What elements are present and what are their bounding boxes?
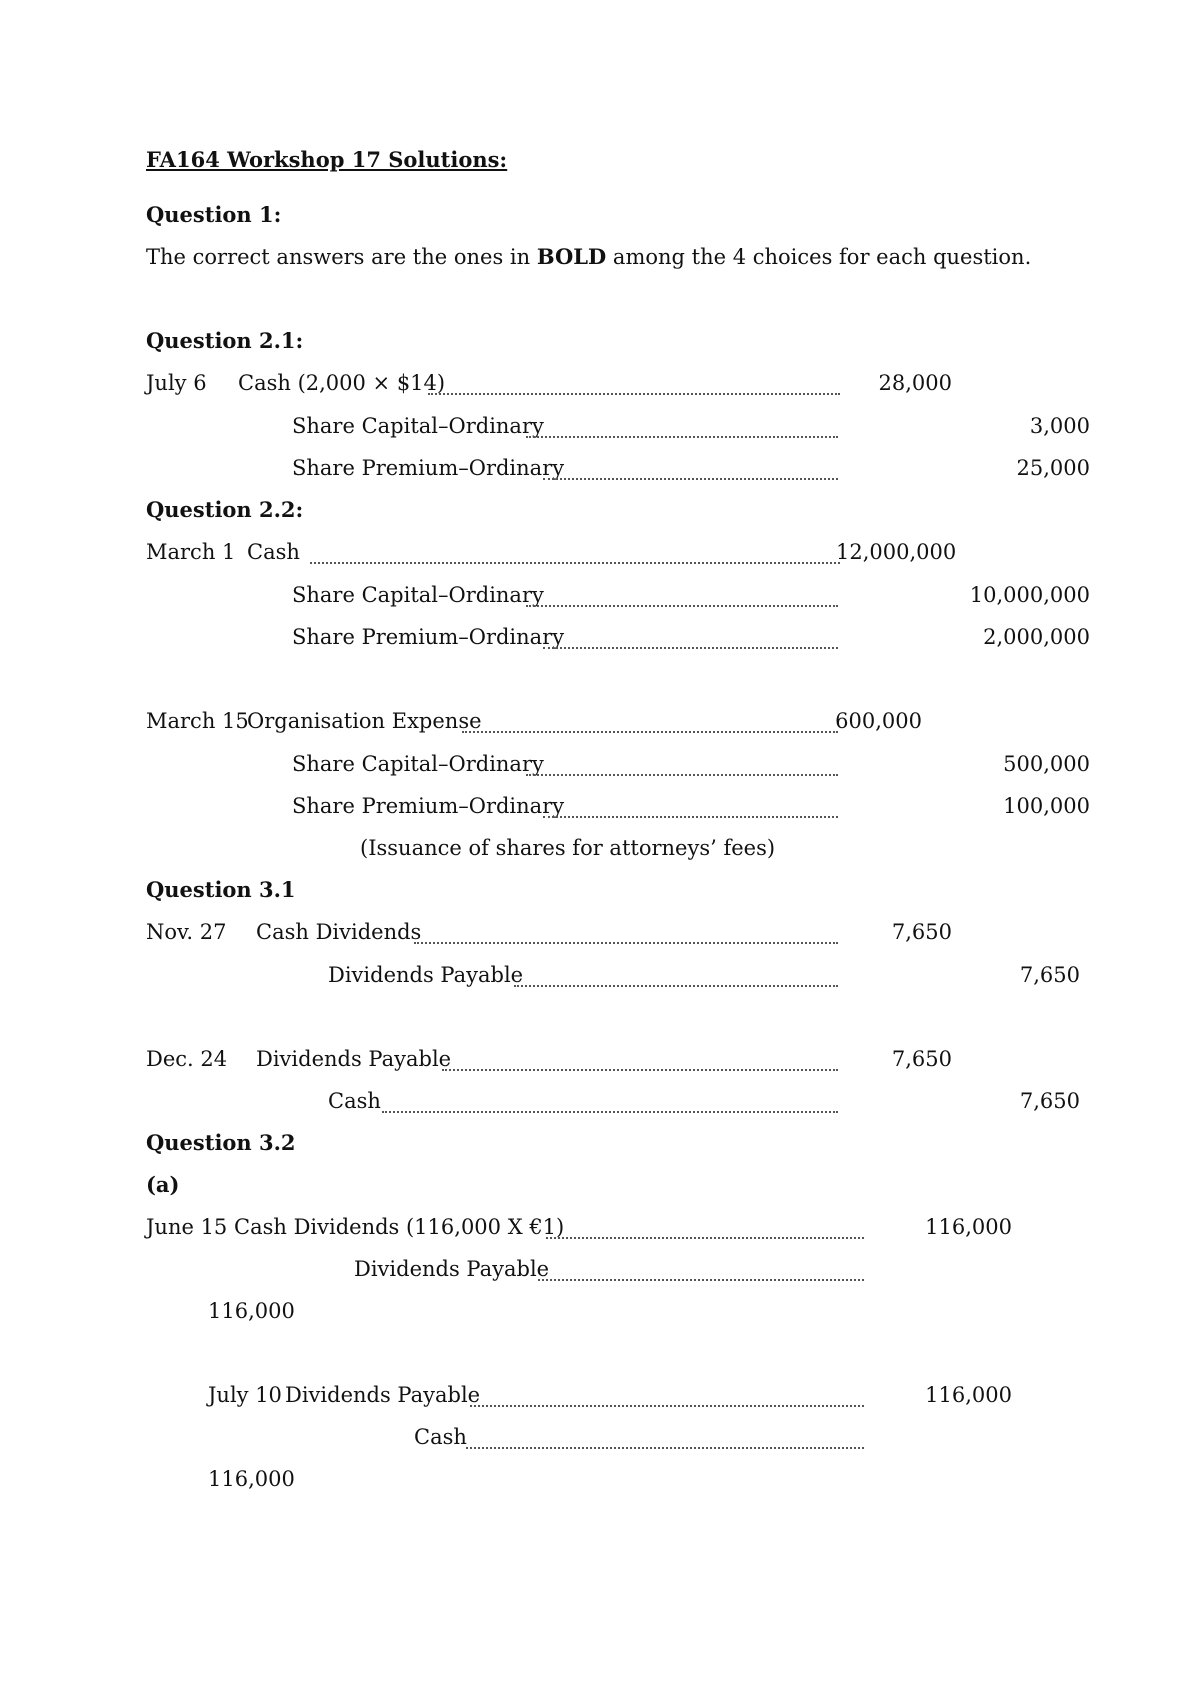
credit-amount: 100,000 — [1003, 794, 1090, 818]
dot-leader — [466, 1427, 864, 1449]
credit-amount: 116,000 — [208, 1299, 295, 1323]
q1-text-part: The correct answers are the ones in — [146, 245, 537, 269]
debit-account: Organisation Expense — [247, 709, 482, 733]
credit-account: Share Capital–Ordinary — [292, 414, 544, 438]
credit-account: Share Capital–Ordinary — [292, 752, 544, 776]
credit-amount: 25,000 — [1016, 456, 1090, 480]
credit-account: Dividends Payable — [354, 1257, 550, 1281]
q1-text-part: among the 4 choices for each question. — [606, 245, 1032, 269]
dot-leader — [442, 1049, 838, 1071]
question-3-1-heading: Question 3.1 — [146, 877, 296, 902]
credit-account: Cash — [328, 1089, 381, 1113]
credit-amount: 116,000 — [208, 1467, 295, 1491]
dot-leader — [382, 1091, 838, 1113]
debit-account: Cash — [247, 540, 300, 564]
entry-explanation: (Issuance of shares for attorneys’ fees) — [360, 836, 776, 860]
dot-leader — [543, 627, 838, 649]
debit-account: Cash Dividends (116,000 X €1) — [234, 1215, 565, 1239]
dot-leader — [526, 416, 838, 438]
dot-leader — [526, 585, 838, 607]
credit-amount: 7,650 — [1019, 963, 1080, 987]
dot-leader — [538, 1259, 864, 1281]
credit-amount: 500,000 — [1003, 752, 1090, 776]
credit-account: Dividends Payable — [328, 963, 524, 987]
entry-date: July 10 — [208, 1383, 282, 1407]
credit-account: Cash — [414, 1425, 467, 1449]
debit-account: Cash (2,000 × $14) — [238, 371, 446, 395]
question-1-text — [146, 243, 1031, 271]
credit-account: Share Premium–Ordinary — [292, 625, 565, 649]
dot-leader — [546, 1217, 864, 1239]
dot-leader — [414, 922, 838, 944]
question-2-2-heading: Question 2.2: — [146, 497, 304, 522]
part-label: (a) — [146, 1172, 180, 1197]
debit-amount: 116,000 — [925, 1383, 1012, 1407]
question-2-1-heading: Question 2.1: — [146, 328, 304, 353]
dot-leader — [543, 796, 838, 818]
credit-account: Share Capital–Ordinary — [292, 583, 544, 607]
debit-amount: 12,000,000 — [836, 540, 957, 564]
debit-account: Dividends Payable — [285, 1383, 481, 1407]
debit-amount: 116,000 — [925, 1215, 1012, 1239]
debit-account: Dividends Payable — [256, 1047, 452, 1071]
entry-date: July 6 — [146, 371, 207, 395]
dot-leader — [428, 373, 840, 395]
q1-text-bold: BOLD — [536, 244, 607, 269]
dot-leader — [462, 711, 838, 733]
debit-account: Cash Dividends — [256, 920, 422, 944]
entry-date: Dec. 24 — [146, 1047, 228, 1071]
debit-amount: 7,650 — [891, 920, 952, 944]
credit-amount: 7,650 — [1019, 1089, 1080, 1113]
credit-amount: 10,000,000 — [969, 583, 1090, 607]
entry-date: Nov. 27 — [146, 920, 227, 944]
dot-leader — [310, 542, 840, 564]
credit-account: Share Premium–Ordinary — [292, 456, 565, 480]
question-1-heading: Question 1: — [146, 202, 282, 227]
debit-amount: 28,000 — [878, 371, 952, 395]
credit-account: Share Premium–Ordinary — [292, 794, 565, 818]
dot-leader — [543, 458, 838, 480]
credit-amount: 2,000,000 — [983, 625, 1090, 649]
debit-amount: 7,650 — [891, 1047, 952, 1071]
page-title: FA164 Workshop 17 Solutions: — [146, 147, 508, 172]
dot-leader — [526, 754, 838, 776]
dot-leader — [514, 965, 838, 987]
debit-amount: 600,000 — [835, 709, 922, 733]
question-3-2-heading: Question 3.2 — [146, 1130, 296, 1155]
entry-date: March 15 — [146, 709, 249, 733]
dot-leader — [470, 1385, 864, 1407]
entry-date: March 1 — [146, 540, 236, 564]
credit-amount: 3,000 — [1029, 414, 1090, 438]
entry-date: June 15 — [146, 1215, 228, 1239]
